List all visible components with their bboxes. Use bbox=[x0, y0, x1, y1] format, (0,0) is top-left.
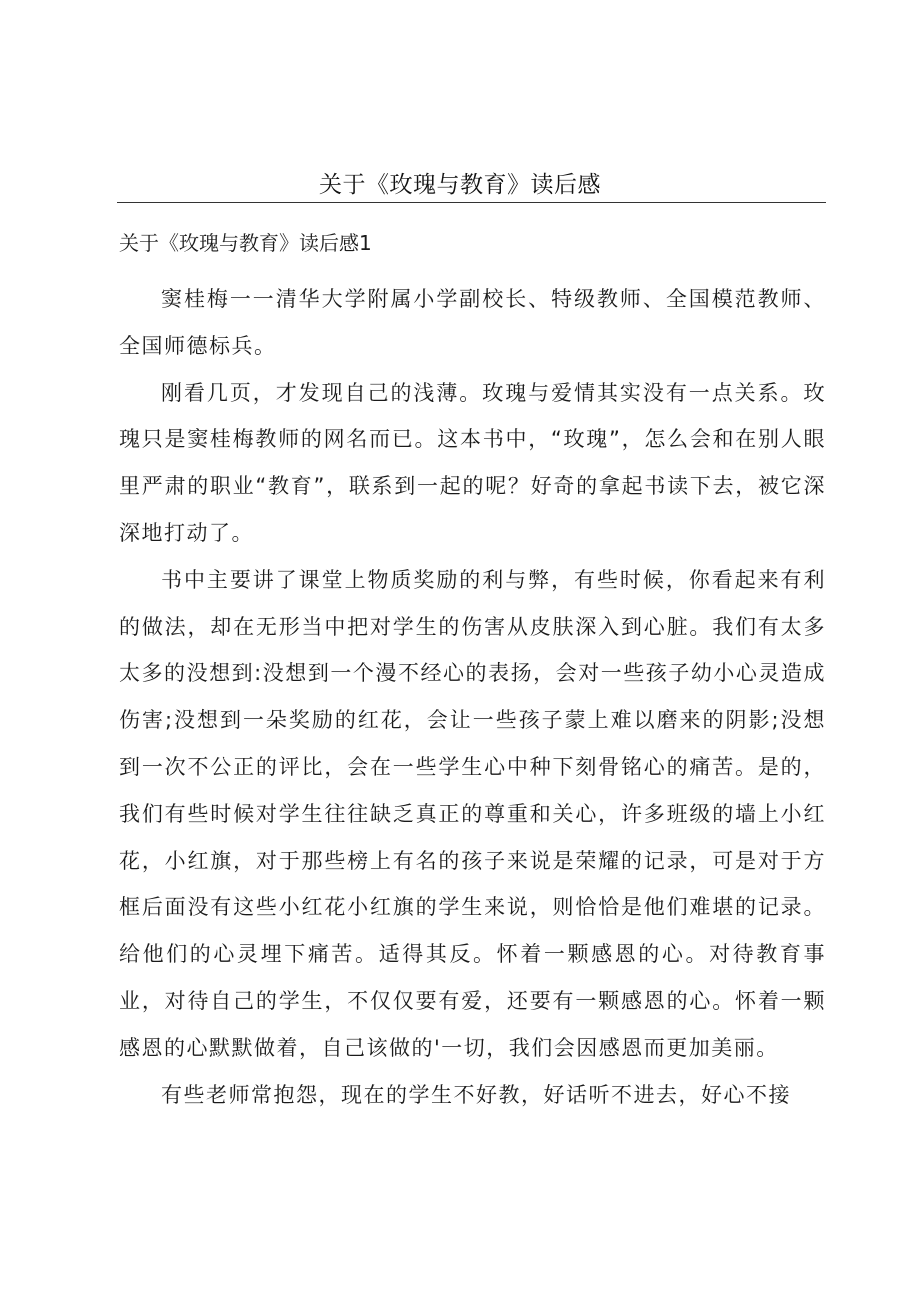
document-body bbox=[119, 276, 826, 1118]
document-title: 关于《玫瑰与教育》读后感 bbox=[319, 172, 601, 198]
paragraph-intro: 窦桂梅一一清华大学附属小学副校长、特级教师、全国模范教师、全国师德标兵。 bbox=[119, 287, 826, 358]
paragraph-teacher-complaints: 有些老师常抱怨，现在的学生不好教，好话听不进去，好心不接 bbox=[161, 1082, 791, 1107]
paragraph-main-content: 书中主要讲了课堂上物质奖励的利与弊，有些时候，你看起来有利的做法，却在无形当中把对学生的伤害从皮肤深入到心脏。我们有太多太多的没想到:没想到一个漫不经心的表扬，会对一些孩子幼小心灵造成伤害;没想到一朵奖励的红花，会让一些孩子蒙上难以磨来的阴影;没想到一次不公正的评比，会在一些学生心中种下刻骨铭心的痛苦。是的，我们有些时候对学生往往缺乏真正的尊重和关心，许多班级的墙上小红花，小红旗，对于那些榜上有名的孩子来说是荣耀的记录，可是对于方框后面没有这些小红花小红旗的学生来说，则恰恰是他们难堪的记录。给他们的心灵埋下痛苦。适得其反。怀着一颗感恩的心。对待教育事业，对待自己的学生，不仅仅要有爱，还要有一颗感恩的心。怀着一颗感恩的心默默做着，自己该做的'一切，我们会因感恩而更加美丽。 bbox=[119, 567, 826, 1060]
section-heading: 关于《玫瑰与教育》读后感1 bbox=[119, 231, 372, 255]
title-underline bbox=[117, 202, 826, 203]
paragraph-first-impression: 刚看几页，才发现自己的浅薄。玫瑰与爱情其实没有一点关系。玫瑰只是窦桂梅教师的网名而已。这本书中，“玫瑰”，怎么会和在别人眼里严肃的职业“教育”，联系到一起的呢？好奇的拿起书读下去，被它深深地打动了。 bbox=[119, 380, 826, 545]
